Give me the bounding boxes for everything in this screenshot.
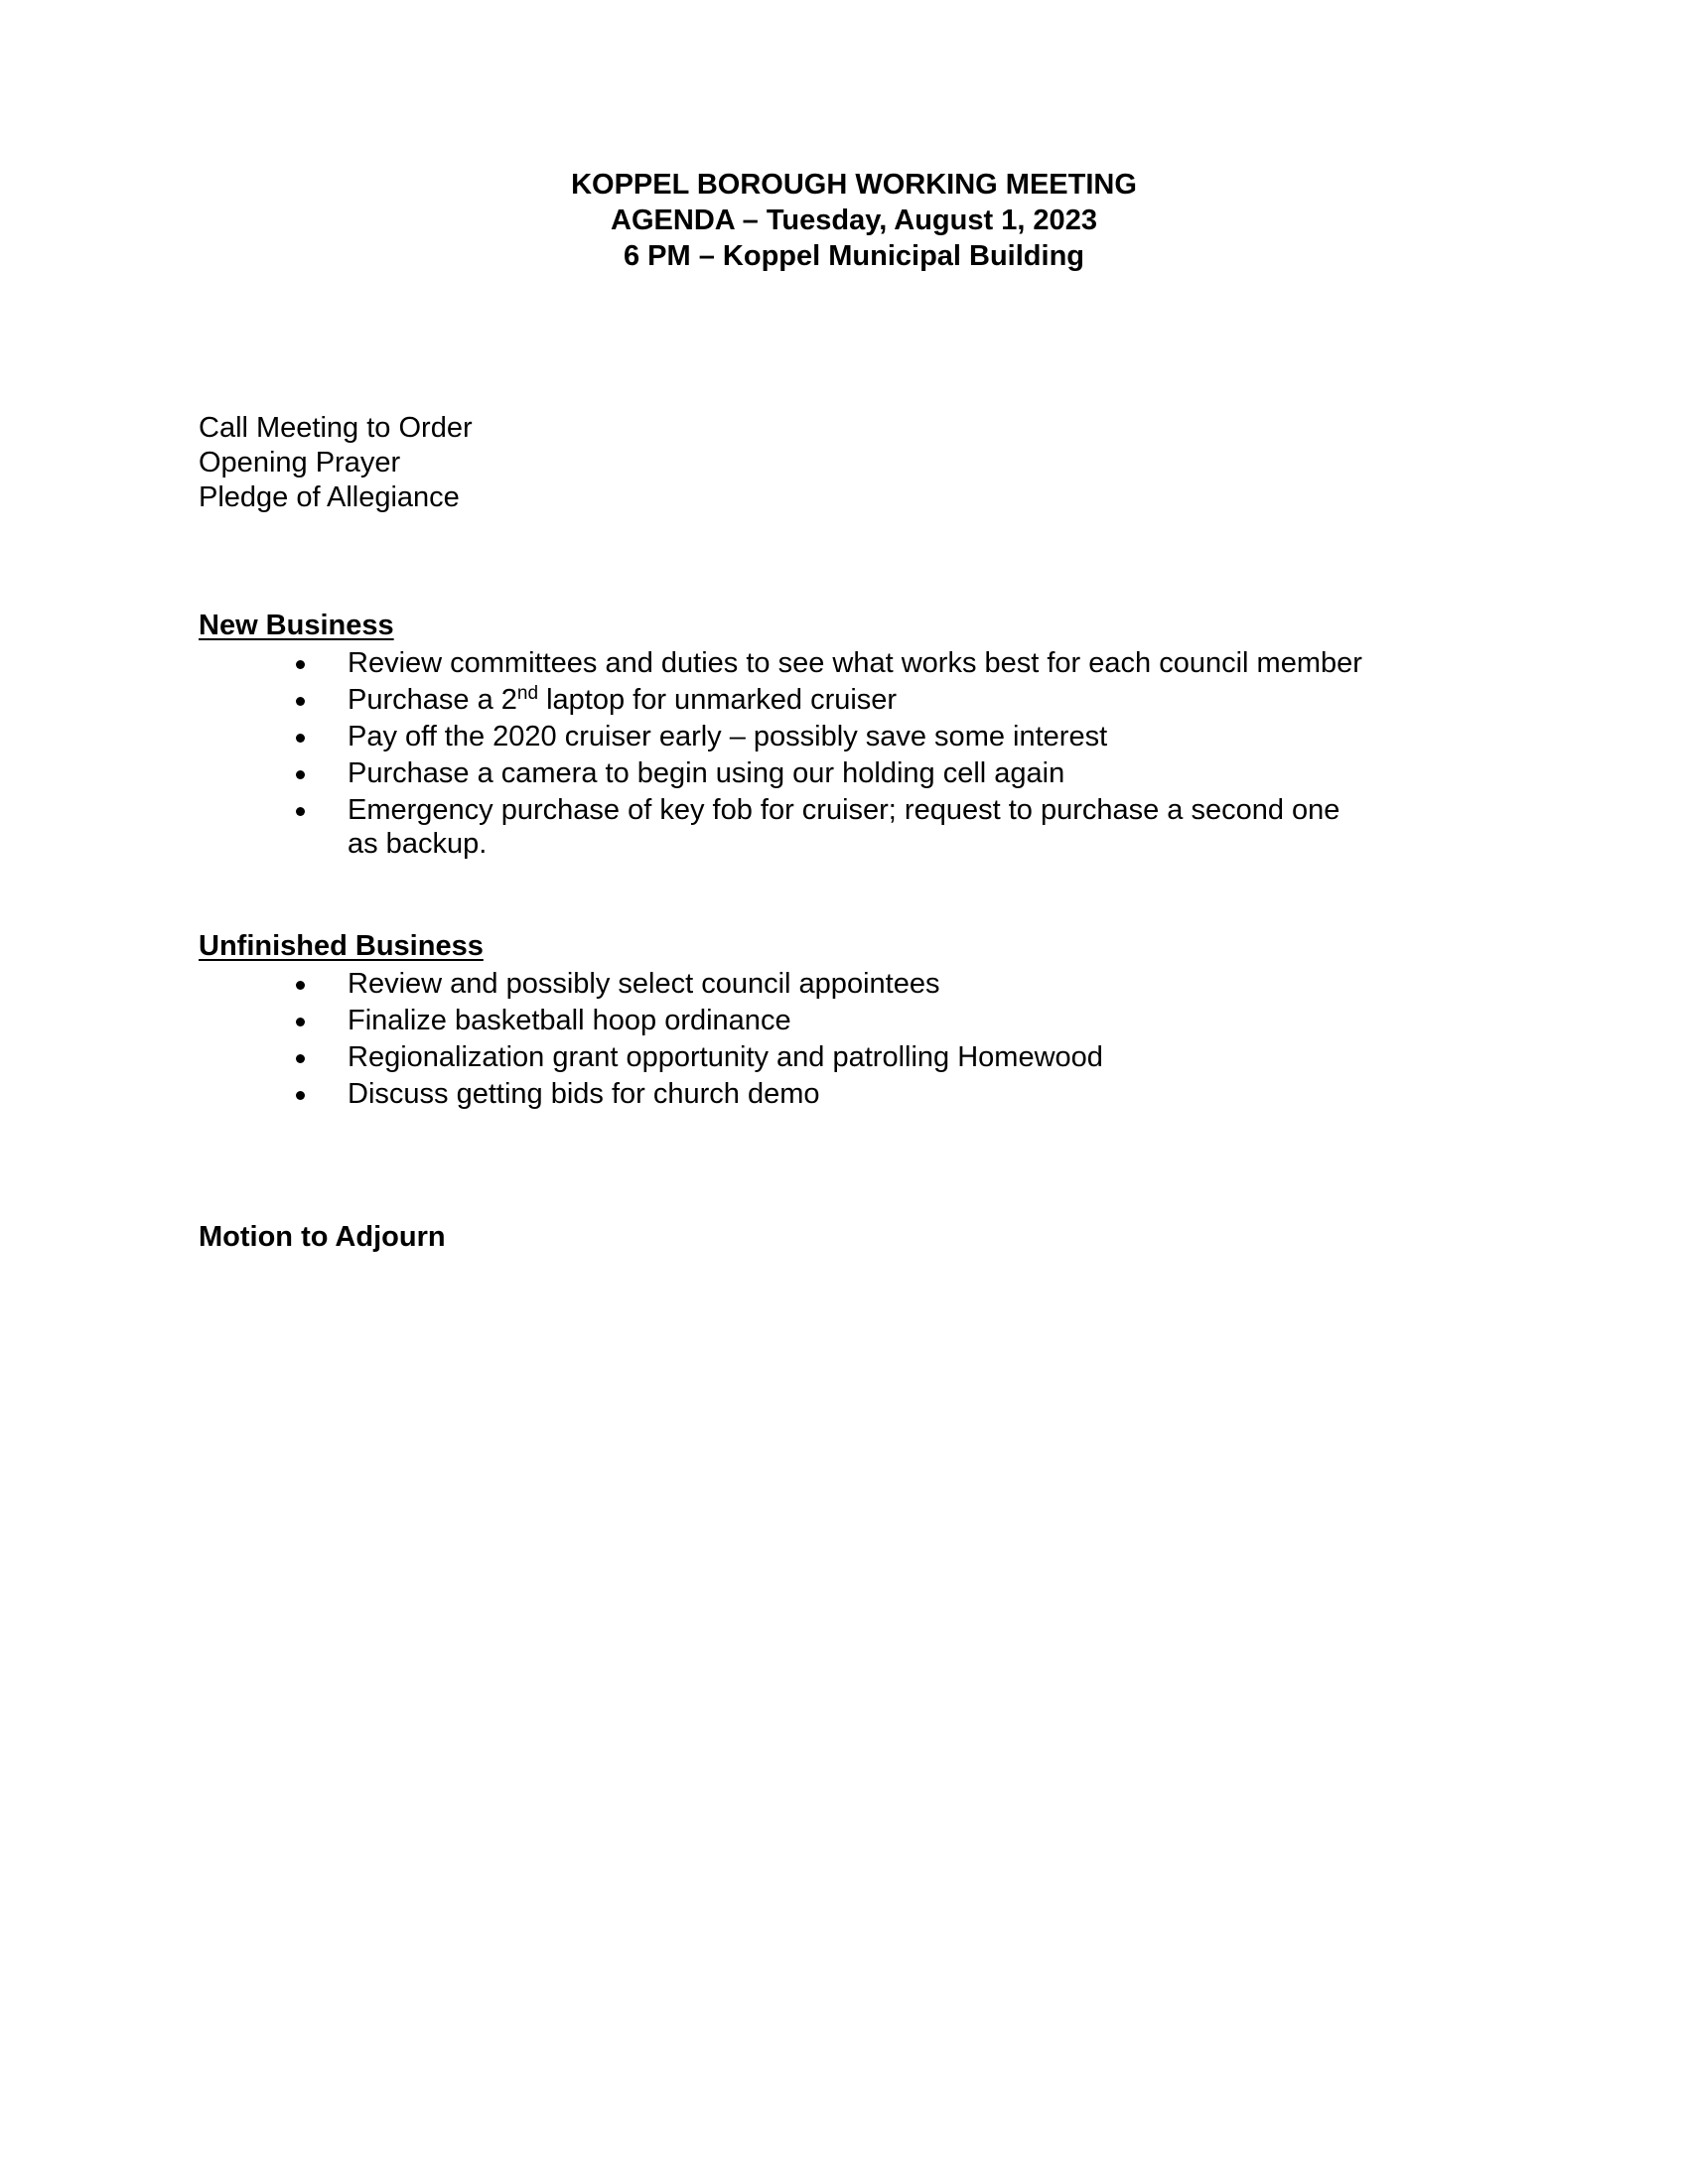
bullet-icon — [296, 734, 305, 743]
bullet-icon — [296, 1018, 305, 1026]
bullet-icon — [296, 770, 305, 779]
list-item-text-part: laptop for unmarked cruiser — [538, 684, 898, 716]
list-item — [199, 792, 1489, 861]
list-item — [199, 966, 1489, 1003]
bullet-icon — [296, 697, 305, 706]
opening-item: Pledge of Allegiance — [199, 481, 460, 513]
list-item-text: Emergency purchase of key fob for cruiser; request to purchase a second one as backup. — [348, 794, 1340, 860]
list-item — [199, 1076, 1489, 1113]
header-time-location: 6 PM – Koppel Municipal Building — [623, 240, 1084, 272]
bullet-icon — [296, 660, 305, 669]
bullet-icon — [296, 981, 305, 990]
list-item-text: Purchase a camera to begin using our holding cell again — [348, 757, 1065, 789]
list-item — [199, 682, 1489, 719]
list-item-text-part: Purchase a 2 — [348, 684, 517, 716]
superscript-ordinal: nd — [516, 683, 539, 704]
new-business-heading: New Business — [199, 610, 394, 641]
bullet-icon — [296, 1054, 305, 1063]
list-item-text: Review committees and duties to see what works best for each council member — [348, 647, 1362, 679]
unfinished-business-list — [199, 966, 1489, 1113]
list-item-text: Pay off the 2020 cruiser early – possibly save some interest — [348, 721, 1108, 752]
unfinished-business-heading: Unfinished Business — [199, 930, 484, 962]
header-agenda-date: AGENDA – Tuesday, August 1, 2023 — [611, 205, 1097, 236]
list-item — [199, 755, 1489, 792]
list-item — [199, 645, 1489, 682]
opening-item: Opening Prayer — [199, 447, 401, 478]
list-item-text: Finalize basketball hoop ordinance — [348, 1005, 791, 1036]
list-item — [199, 719, 1489, 755]
new-business-list — [199, 645, 1489, 861]
bullet-icon — [296, 1091, 305, 1100]
opening-item: Call Meeting to Order — [199, 412, 473, 444]
list-item-text — [348, 684, 897, 716]
document-header — [0, 167, 1688, 274]
list-item — [199, 1003, 1489, 1039]
list-item-text: Review and possibly select council appointees — [348, 968, 940, 1000]
opening-items — [199, 411, 473, 515]
motion-to-adjourn: Motion to Adjourn — [199, 1221, 446, 1253]
list-item-text: Discuss getting bids for church demo — [348, 1078, 820, 1110]
list-item-text: Regionalization grant opportunity and patrolling Homewood — [348, 1041, 1103, 1073]
list-item — [199, 1039, 1489, 1076]
bullet-icon — [296, 807, 305, 816]
header-title: KOPPEL BOROUGH WORKING MEETING — [571, 169, 1137, 201]
